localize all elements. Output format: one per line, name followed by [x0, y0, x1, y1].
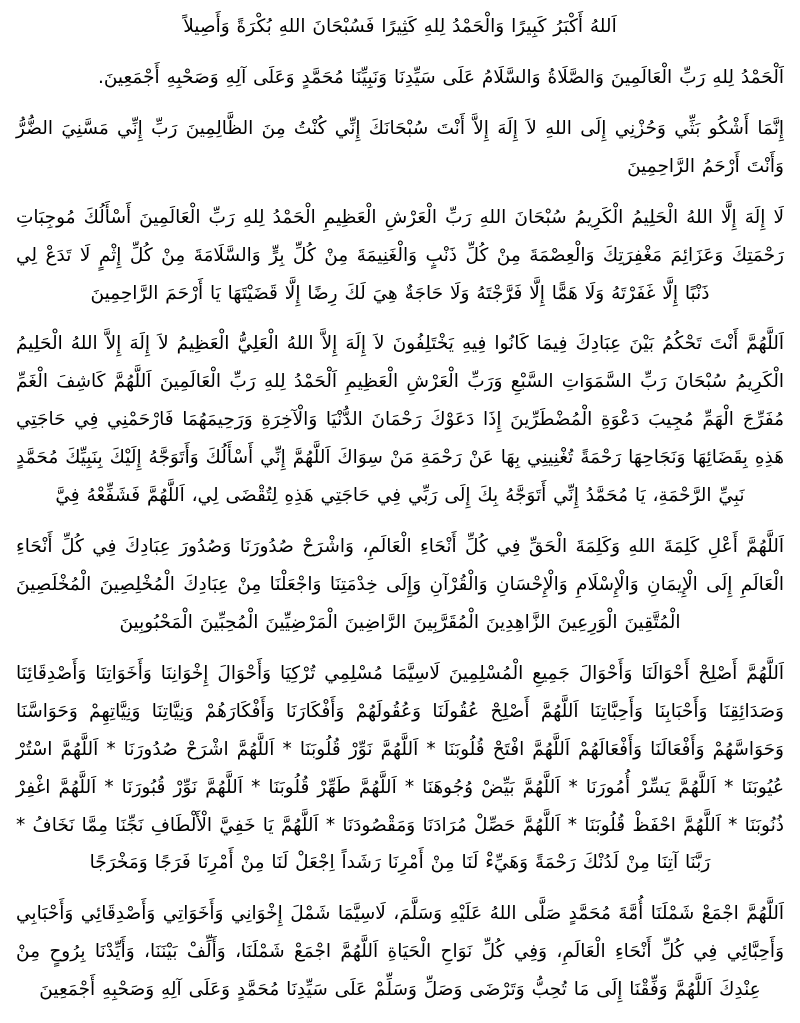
paragraph-ummah-dua: اَللَّهُمَّ أَعْلِ كَلِمَةَ اللهِ وَكَلِمَةَ الْحَقِّ فِي كُلِّ أَنْحَاءِ الْعَالَمِ، وَاشْرَحْ صُدُورَنَا وَصُدُورَ عِبَادِكَ فِي كُلِّ أَنْحَاءِ الْعَالَمِ إِلَى الْإِيمَانِ وَالْإِسْلَامِ وَالْإِحْسَانِ وَالْقُرْآنِ وَإِلَى خِدْمَتِنَا وَاجْعَلْنَا مِنْ عِبَادِكَ الْمُخْلِصِينَ الْمُخْلَصِينَ الْمُتَّقِينَ الْوَرِعِينَ الزَّاهِدِينَ الْمُقَرَّبِينَ الرَّاضِينَ الْمَرْضِيِّينَ الْمُحِبِّينَ الْمَحْبُوبِينَ	[16, 536, 784, 633]
paragraph-takbir: اَللهُ أَكْبَرُ كَبِيرًا وَالْحَمْدُ لِلهِ كَثِيرًا فَسُبْحَانَ اللهِ بُكْرَةً وَأَصِيلاً	[183, 16, 617, 37]
paragraph-distress-dua: لَا إِلَهَ إِلَّا اللهُ الْحَلِيمُ الْكَرِيمُ سُبْحَانَ اللهِ رَبِّ الْعَرْشِ الْعَظِيمِ الْحَمْدُ لِلهِ رَبِّ الْعَالَمِينَ أَسْأَلُكَ مُوجِبَاتِ رَحْمَتِكَ وَعَزَائِمَ مَغْفِرَتِكَ وَالْعِصْمَةَ مِنْ كُلِّ ذَنْبٍ وَالْغَنِيمَةَ مِنْ كُلِّ بِرٍّ وَالسَّلَامَةَ مِنْ كُلِّ إِثْمٍ لَا تَدَعْ لِي ذَنْبًا إِلَّا غَفَرْتَهُ وَلَا هَمًّا إِلَّا فَرَّجْتَهُ وَلَا حَاجَةٌ هِيَ لَكَ رِضًا إِلَّا قَضَيْتَهَا يَا أَرْحَمَ الرَّاحِمِينَ	[16, 206, 784, 304]
paragraph-hamdala: اَلْحَمْدُ لِلهِ رَبِّ الْعَالَمِينَ وَالصَّلَاةُ وَالسَّلَامُ عَلَى سَيِّدِنَا وَنَبِيِّنَا مُحَمَّدٍ وَعَلَى آلِهِ وَصَحْبِهِ أَجْمَعِينَ.	[97, 66, 784, 88]
paragraph-unity-dua: اَللَّهُمَّ اجْمَعْ شَمْلَنَا أُمَّةَ مُحَمَّدٍ صَلَّى اللهُ عَلَيْهِ وَسَلَّمَ، لَاسِيَّمَا شَمْلَ إِخْوَانِي وَأَخَوَاتِي وَأَصْدِقَائِي وَأَحْبَابِي وَأَحِبَّائِي فِي كُلِّ أَنْحَاءِ الْعَالَمِ، وَفِي كُلِّ نَوَاحِ الْحَيَاةِ اَللَّهُمَّ اجْمَعْ شَمْلَنَا، وَأَلِّفْ بَيْنَنَا، وَأَيِّدْنَا بِرُوحٍ مِنْ عِنْدِكَ اَللَّهُمَّ وَفِّقْنَا إِلَى مَا تُحِبُّ وَتَرْضَى وَصَلِّ وَسَلِّمْ عَلَى سَيِّدِنَا مُحَمَّدٍ وَعَلَى آلِهِ وَصَحْبِهِ أَجْمَعِينَ	[16, 903, 784, 1001]
paragraph-reform-dua: اَللَّهُمَّ أَصْلِحْ أَحْوَالَنَا وَأَحْوَالَ جَمِيعِ الْمُسْلِمِينَ لَاسِيَّمَا مُسْلِمِي تُرْكِيَا وَأَحْوَالَ إِخْوَانِنَا وَأَخَوَاتِنَا وَأَصْدِقَائِنَا وَصَدَائِقِنَا وَأَحْبَابِنَا وَأَحِبَّاتِنَا اَللَّهُمَّ أَصْلِحْ عُقُولَنَا وَعُقُولَهُمْ وَأَفْكَارَنَا وَأَفْكَارَهُمْ وَنِيَّاتِنَا وَنِيَّاتِهِمْ وَحَوَاسَّنَا وَحَوَاسَّهُمْ وَأَفْعَالَنَا وَأَفْعَالَهُمْ اَللَّهُمَّ افْتَحْ قُلُوبَنَا * اَللَّهُمَّ نَوِّرْ قُلُوبَنَا * اَللَّهُمَّ اشْرَحْ صُدُورَنَا * اَللَّهُمَّ اسْتُرْ عُيُوبَنَا * اَللَّهُمَّ يَسِّرْ أُمُورَنَا * اَللَّهُمَّ بَيِّضْ وُجُوهَنَا * اَللَّهُمَّ طَهِّرْ قُلُوبَنَا * اَللَّهُمَّ نَوِّرْ قُبُورَنَا * اَللَّهُمَّ اغْفِرْ ذُنُوبَنَا * اَللَّهُمَّ احْفَظْ قُلُوبَنَا * اَللَّهُمَّ حَصِّلْ مُرَادَنَا وَمَقْصُودَنَا * اَللَّهُمَّ يَا خَفِيَّ الْأَلْطَافِ نَجِّنَا مِمَّا نَخَافُ * رَبَّنَا آتِنَا مِنْ لَدُنْكَ رَحْمَةً وَهَيِّءْ لَنَا مِنْ أَمْرِنَا رَشَداً اِجْعَلْ لَنَا مِنْ أَمْرِنَا فَرَجًا وَمَخْرَجًا	[16, 662, 784, 874]
paragraph-complaint-dua: إِنَّمَا أَشْكُو بَثِّي وَحُزْنِي إِلَى اللهِ لاَ إِلَهَ إِلاَّ أَنْتَ سُبْحَانَكَ إِنِّي كُنْتُ مِنَ الظَّالِمِينَ رَبِّ إِنِّي مَسَّنِيَ الضُّرُّ وَأَنْتَ أَرْحَمُ الرَّاحِمِينَ	[16, 117, 784, 177]
paragraph-need-dua: اَللَّهُمَّ أَنْتَ تَحْكُمُ بَيْنَ عِبَادِكَ فِيمَا كَانُوا فِيهِ يَخْتَلِفُونَ لاَ إِلَهَ إِلاَّ اللهُ الْعَلِيُّ الْعَظِيمُ لاَ إِلَهَ إِلاَّ اللهُ الْحَلِيمُ الْكَرِيمُ سُبْحَانَ رَبِّ السَّمَوَاتِ السَّبْعِ وَرَبِّ الْعَرْشِ الْعَظِيمِ اَلْحَمْدُ لِلهِ رَبِّ الْعَالَمِينَ اَللَّهُمَّ كَاشِفَ الْغَمِّ مُفَرِّجَ الْهَمِّ مُجِيبَ دَعْوَةِ الْمُضْطَرِّينَ إِذَا دَعَوْكَ رَحْمَانَ الدُّنْيَا وَالْآخِرَةِ وَرَحِيمَهُمَا فَارْحَمْنِي فِي حَاجَتِي هَذِهِ بِقَضَائِهَا وَنَجَاحِهَا رَحْمَةً تُغْنِينِي بِهَا عَنْ رَحْمَةِ مَنْ سِوَاكَ اَللَّهُمَّ إِنِّي أَسْأَلُكَ وَأَتَوَجَّهُ إِلَيْكَ بِنَبِيِّكَ مُحَمَّدٍ نَبِيِّ الرَّحْمَةِ، يَا مُحَمَّدُ إِنِّي أَتَوَجَّهُ بِكَ إِلَى رَبِّي فِي حَاجَتِي هَذِهِ لِتُقْضَى لِي، اَللَّهُمَّ فَشَفِّعْهُ فِيَّ	[16, 333, 784, 507]
